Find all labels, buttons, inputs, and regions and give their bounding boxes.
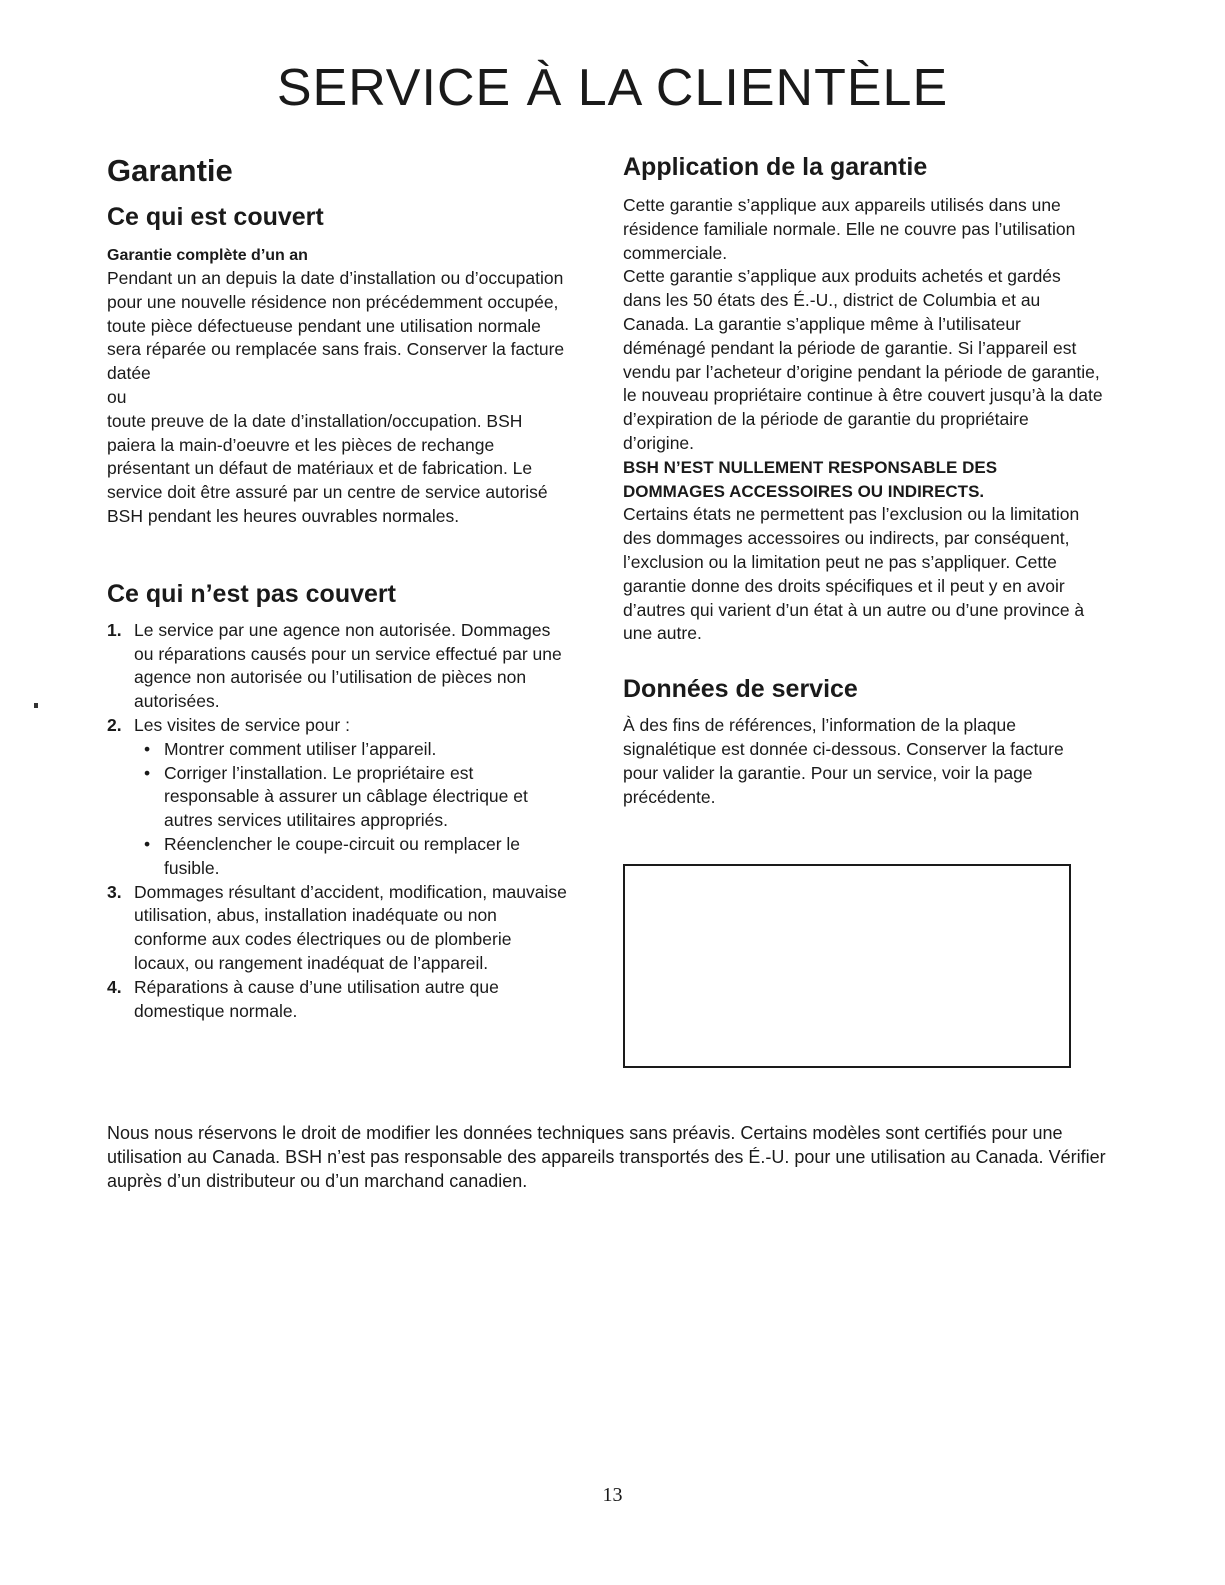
covered-paragraph-1: Pendant un an depuis la date d’installation ou d’occupation pour une nouvelle résidence non précédemment occupée, toute pièce défectueuse pendant une utilisation normale sera réparée ou remplacée sans frais. Conserver la facture datée [107, 268, 565, 384]
warranty-application-heading: Application de la garantie [623, 153, 928, 181]
list-item [107, 619, 567, 714]
covered-heading: Ce qui est couvert [107, 203, 324, 231]
service-visit-sublist [134, 738, 567, 881]
list-item [107, 976, 567, 1024]
not-covered-list [107, 619, 567, 1024]
service-data-heading: Données de service [623, 675, 858, 704]
bullet-icon: • [144, 762, 151, 783]
sublist-item [134, 738, 567, 762]
application-paragraph-3: Certains états ne permettent pas l’exclusion ou la limitation des dommages accessoires ou indirects, par conséquent, l’exclusion ou la limitation peut ne pas s’appliquer. Cette garantie donne des droits spécifiques et il peut y en avoir d’autres qui varient d’un état à un autre ou d’une province à une autre. [623, 504, 1085, 644]
left-column [107, 148, 567, 1023]
rating-plate-box [623, 864, 1071, 1068]
warranty-heading: Garantie [107, 153, 233, 188]
list-item [107, 714, 567, 881]
list-item-number: 3. [107, 881, 122, 902]
full-one-year-warranty-subheading: Garantie complète d’un an [107, 247, 308, 264]
sublist-item [134, 762, 567, 833]
list-item [107, 881, 567, 976]
list-item-number: 4. [107, 976, 122, 997]
margin-mark [34, 703, 38, 708]
list-item-text: Réparations à cause d’une utilisation autre que domestique normale. [134, 976, 499, 1021]
not-covered-heading: Ce qui n’est pas couvert [107, 579, 396, 608]
sublist-item-text: Corriger l’installation. Le propriétaire est responsable à assurer un câblage électrique et autres services utilitaires appropriés. [164, 762, 528, 831]
service-data-paragraph: À des fins de références, l’information de la plaque signalétique est donnée ci-dessous. Conserver la facture pour valider la garantie. Pour un service, voir la page précédente. [623, 715, 1064, 807]
page-title: SERVICE À LA CLIENTÈLE [276, 59, 949, 117]
list-item-number: 2. [107, 714, 122, 735]
list-item-text: Dommages résultant d’accident, modification, mauvaise utilisation, abus, installation inadéquate ou non conforme aux codes électriques ou de plomberie locaux, ou rangement inadéquat de l’appareil. [134, 881, 567, 973]
bullet-icon: • [144, 833, 151, 854]
list-item-text: Les visites de service pour : [134, 714, 350, 735]
footer-note: Nous nous réservons le droit de modifier les données techniques sans préavis. Certains modèles sont certifiés pour une utilisation au Canada. BSH n’est pas responsable des appareils transportés des É.-U. pour une utilisation au Canada. Vérifier auprès d’un distributeur ou d’un marchand canadien. [107, 1123, 1106, 1191]
page-number: 13 [602, 1484, 623, 1506]
covered-or: ou [107, 386, 127, 407]
sublist-item-text: Montrer comment utiliser l’appareil. [164, 738, 437, 759]
covered-paragraph-2: toute preuve de la date d’installation/occupation. BSH paiera la main-d’oeuvre et les pièces de rechange présentant un défaut de matériaux et de fabrication. Le service doit être assuré par un centre de service autorisé BSH pendant les heures ouvrables normales. [107, 410, 548, 526]
application-paragraph-2: Cette garantie s’applique aux produits achetés et gardés dans les 50 états des É.-U., district de Columbia et au Canada. La garantie s’applique même à l’utilisateur déménagé pendant la période de garantie. Si l’appareil est vendu par l’acheteur d’origine pendant la période de garantie, le nouveau propriétaire continue à être couvert jusqu’à la date d’expiration de la période de garantie du propriétaire d’origine. [623, 266, 1103, 453]
application-paragraph-1: Cette garantie s’applique aux appareils utilisés dans une résidence familiale normale. Elle ne couvre pas l’utilisation commerciale. [623, 195, 1076, 263]
right-column [623, 148, 1103, 809]
list-item-number: 1. [107, 619, 122, 640]
sublist-item-text: Réenclencher le coupe-circuit ou remplacer le fusible. [164, 833, 521, 878]
sublist-item [134, 833, 567, 881]
liability-disclaimer: BSH N’EST NULLEMENT RESPONSABLE DES DOMMAGES ACCESSOIRES OU INDIRECTS. [623, 457, 998, 501]
list-item-text: Le service par une agence non autorisée. Dommages ou réparations causés pour un service effectué par une agence non autorisée ou l’utilisation de pièces non autorisées. [134, 619, 562, 712]
bullet-icon: • [144, 738, 151, 759]
